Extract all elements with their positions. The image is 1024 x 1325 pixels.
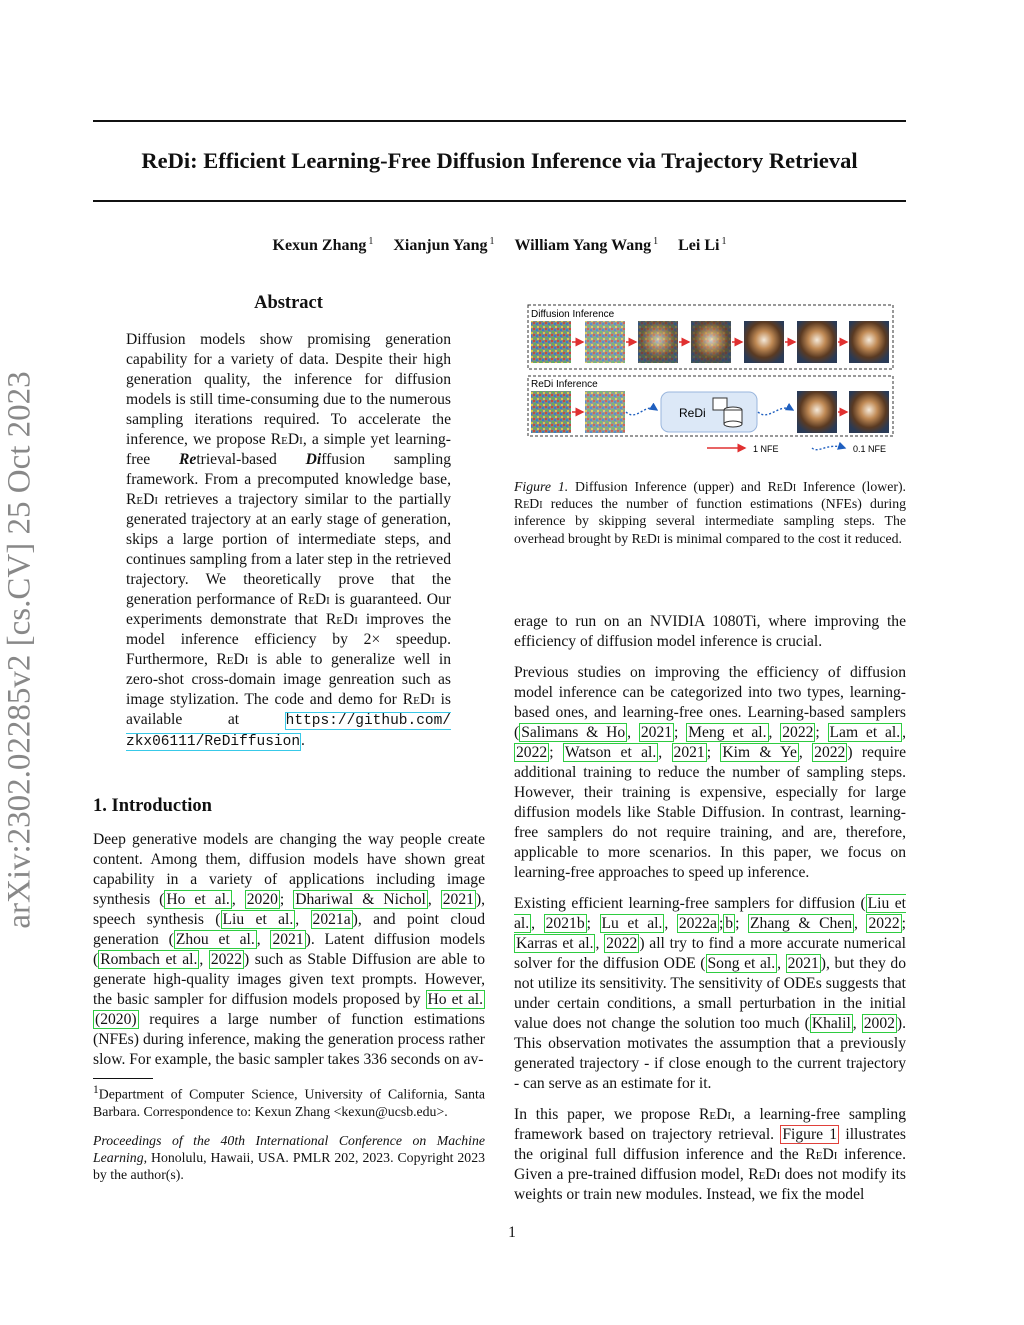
- page-number: 1: [508, 1224, 516, 1241]
- citation-link[interactable]: Song et al.: [707, 955, 776, 972]
- citation-link[interactable]: 2022: [814, 744, 846, 761]
- citation-link[interactable]: Lu et al.: [601, 915, 663, 932]
- panel-label: ReDi Inference: [531, 379, 598, 390]
- citation-link[interactable]: Ho et al.: [427, 991, 484, 1008]
- noise-image: [585, 321, 625, 363]
- author: Kexun Zhang $^1$: [272, 236, 374, 255]
- citation-link[interactable]: Watson et al.: [564, 744, 657, 761]
- citation-link[interactable]: Liu et al.: [222, 911, 294, 928]
- dog-image: [849, 321, 889, 363]
- citation-link[interactable]: 2022: [782, 724, 814, 741]
- citation-link[interactable]: (2020): [95, 1011, 137, 1028]
- github-link[interactable]: https://github.com/ zkx06111/ReDiffusion: [126, 713, 451, 750]
- footnote: [93, 1082, 485, 1195]
- paragraph: Existing efficient learning-free samplers for diffusion ( Liu et al. , 2021b ; Lu et al. , 2022a ; b ; Zhang & Chen , 2022 ; Karras et al. , 2022 ) all try to find a more accurate numerical solver for the diffusion ODE ( Song et al. , 2021 ), but they do not utilize its sensitivity. The sensitivity of ODEs suggests that under certain conditions, a small perturbation in the initial value does not change the solution too much ( Khalil , 2002 ). This observation motivates the assumption that a previously generated trajectory - if close enough to the current trajectory - can serve as an estimate for it.: [514, 895, 907, 1092]
- citation-link[interactable]: 2021: [272, 931, 304, 948]
- citation-link[interactable]: Khalil: [811, 1015, 851, 1032]
- citation-link[interactable]: b: [725, 915, 734, 932]
- citation-link[interactable]: 2022: [516, 744, 548, 761]
- figure-diffusion-diagram: [527, 304, 897, 454]
- citation-link[interactable]: Zhang & Chen: [750, 915, 853, 932]
- citation-link[interactable]: Rombach et al.: [100, 951, 198, 968]
- citation-link[interactable]: 2002: [863, 1015, 895, 1032]
- citation-link[interactable]: 2022: [868, 915, 900, 932]
- figure-link[interactable]: Figure 1: [782, 1126, 838, 1143]
- panel-label: Diffusion Inference: [531, 309, 615, 320]
- citation-link[interactable]: Ho et al.: [166, 891, 230, 908]
- citation-link[interactable]: 2022a: [678, 915, 717, 932]
- paragraph: Previous studies on improving the efficiency of diffusion model inference can be categorized into two types, learning-based ones, and learning-free ones. Learning-based samplers ( Salimans & Ho , 2021 ; Meng et al. , 2022 ; Lam et al. , 2022 ; Watson et al. , 2021 ; Kim & Ye , 2022 ) require additional training to reduce the number of sampling steps. However, their training is expensive, especially for large diffusion models like Stable Diffusion. In contrast, learning-free samplers do not require training, and are, therefore, applicable to more scenarios. In this paper, we focus on learning-free approaches to speed up inference.: [514, 664, 907, 881]
- title-rule-bottom: [93, 200, 906, 202]
- citation-link[interactable]: 2021b: [545, 915, 585, 932]
- citation-link[interactable]: 2020: [246, 891, 278, 908]
- noise-image: [531, 321, 571, 363]
- author: William Yang Wang $^1$: [514, 236, 659, 255]
- citation-link[interactable]: Dhariwal & Nichol: [295, 891, 426, 908]
- author: Xianjun Yang $^1$: [393, 236, 495, 255]
- title-rule-top: [93, 120, 906, 122]
- citation-link[interactable]: Kim & Ye: [722, 744, 797, 761]
- legend-dashed-arrow: [812, 446, 845, 449]
- intro-heading: 1. Introduction: [93, 796, 212, 816]
- legend-label: 0.1 NFE: [853, 444, 887, 454]
- citation-link[interactable]: 2021: [673, 744, 705, 761]
- paragraph: erage to run on an NVIDIA 1080Ti, where improving the efficiency of diffusion model inference is crucial.: [514, 613, 906, 650]
- citation-link[interactable]: 2021: [640, 724, 673, 741]
- redi-box-label: ReDi: [679, 406, 706, 420]
- paragraph: In this paper, we propose ReDi, a learning-free sampling framework based on trajectory retrieval. Figure 1 illustrates the original full diffusion inference and the ReDi inference. Given a pre-trained diffusion model, ReDi does not modify its weights or train new modules. Instead, we fix the model: [514, 1106, 907, 1203]
- abstract-text: Diffusion models show promising generation capability for a variety of data. Despite their high generation quality, the inference for diffusion models is still time-consuming due to the numerous sampling iterations required. To accelerate the inference, we propose ReDi, a simple yet learning-free Retrieval-based Diffusion sampling framework. From a precomputed knowledge base, ReDi retrieves a trajectory similar to the partially generated trajectory at an early stage of generation, skips a large portion of intermediate steps, and continues sampling from a later step in the retrieved trajectory. We theoretically prove that the generation performance of ReDi is guaranteed. Our experiments demonstrate that ReDi improves the model inference efficiency by 2× speedup. Furthermore, ReDi is able to generalize well in zero-shot cross-domain image genreation such as image stylization. The code and demo for ReDi is available at https://github.com/ zkx06111/ReDiffusion.: [126, 331, 451, 750]
- dashed-arrow: [626, 408, 657, 415]
- citation-link[interactable]: Zhou et al.: [175, 931, 255, 948]
- redi-box: [661, 392, 757, 432]
- dog-image: [744, 321, 784, 363]
- citation-link[interactable]: Lam et al.: [829, 724, 901, 741]
- citation-link[interactable]: Meng et al.: [688, 724, 767, 741]
- dashed-arrow: [758, 408, 793, 415]
- citation-link[interactable]: Karras et al.: [516, 935, 594, 952]
- paper-title: ReDi: Efficient Learning-Free Diffusion Inference via Trajectory Retrieval: [141, 148, 858, 173]
- dog-image: [797, 391, 837, 433]
- citation-link[interactable]: Salimans & Ho: [521, 724, 626, 741]
- dog-image: [797, 321, 837, 363]
- citation-link[interactable]: 2021a: [312, 911, 351, 928]
- dog-image: [849, 391, 889, 433]
- legend-label: 1 NFE: [753, 444, 779, 454]
- citation-link[interactable]: 2022: [606, 935, 638, 952]
- right-column-text: [514, 612, 906, 1216]
- abstract-heading: Abstract: [254, 293, 323, 313]
- author-list: [93, 236, 906, 255]
- citation-link[interactable]: 2021: [787, 955, 819, 972]
- affiliation-note: $^1$Department of Computer Science, University of California, Santa Barbara. Correspondence to: Kexun Zhang <kexun@ucsb.edu>.: [93, 1084, 485, 1119]
- citation-link[interactable]: 2022: [210, 951, 243, 968]
- proceedings-note: Proceedings of the 40th International Conference on Machine Learning, Honolulu, Hawaii, USA. PMLR 202, 2023. Copyright 2023 by the author(s).: [93, 1132, 485, 1182]
- author: Lei Li $^1$: [678, 236, 727, 255]
- figure-caption: Figure 1. Diffusion Inference (upper) and ReDi Inference (lower). ReDi reduces the number of function estimations (NFEs) during inference by skipping several intermediate sampling steps. The overhead brought by ReDi is minimal compared to the cost it reduced.: [514, 479, 906, 546]
- citation-link[interactable]: Liu et al.: [514, 895, 906, 932]
- footnote-rule: [93, 1078, 153, 1079]
- intro-text: Deep generative models are changing the way people create content. Among them, diffusion models have shown great capability in a variety of applications including image synthesis ( Ho et al. , 2020 ; Dhariwal & Nichol , 2021 ), speech synthesis ( Liu et al. , 2021a ), and point cloud generation ( Zhou et al. , 2021 ). Latent diffusion models ( Rombach et al. , 2022 ) such as Stable Diffusion are able to generate high-quality images given text prompts. However, the basic sampler for diffusion models proposed by Ho et al. (2020) requires a large number of function estimations (NFEs) during inference, making the generation process rather slow. For example, the basic sampler takes 336 seconds on av-: [93, 831, 486, 1068]
- noise-image: [585, 391, 625, 433]
- noise-image: [531, 391, 571, 433]
- citation-link[interactable]: 2021: [442, 891, 474, 908]
